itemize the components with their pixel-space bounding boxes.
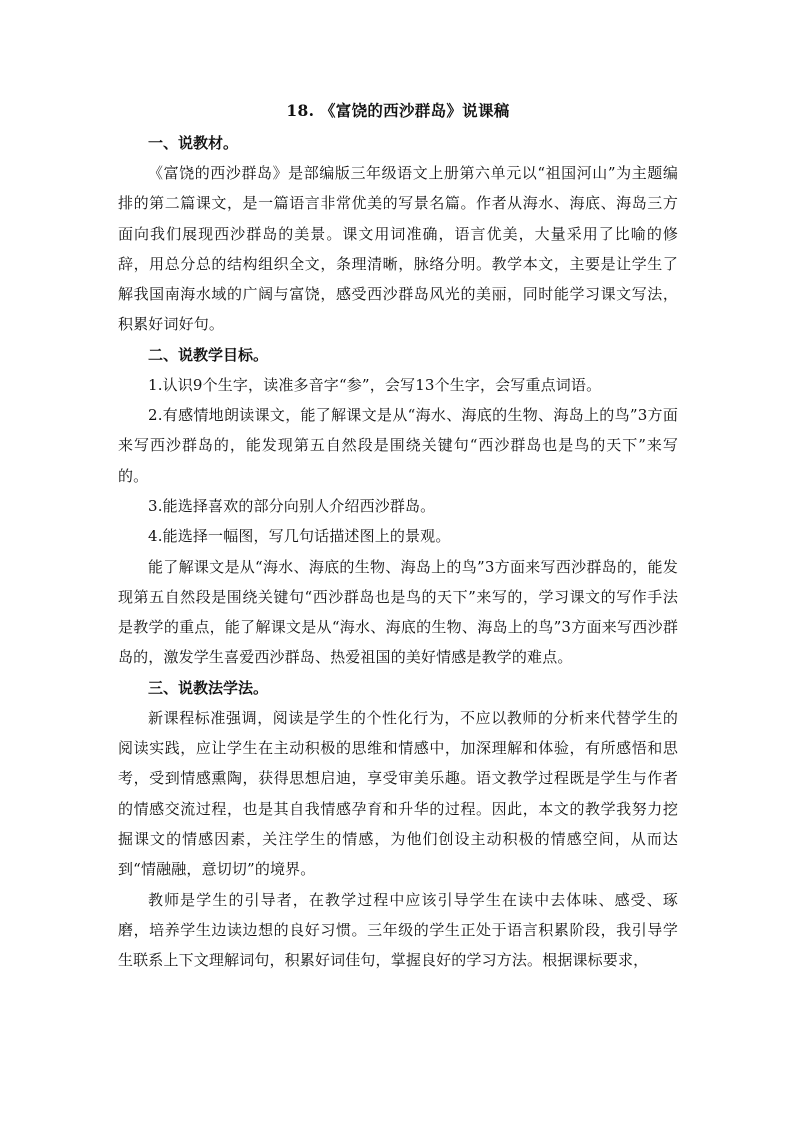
goal-item: 2.有感情地朗读课文，能了解课文是从“海水、海底的生物、海岛上的鸟”3方面来写西沙群岛的，能发现第五自然段是围绕关键句“西沙群岛也是鸟的天下”来写的。: [118, 406, 678, 485]
paragraph: 《富饶的西沙群岛》是部编版三年级语文上册第六单元以“祖国河山”为主题编排的第二篇课文，是一篇语言非常优美的写景名篇。作者从海水、海底、海岛三方面向我们展现西沙群岛的美景。课文用词准确，语言优美，大量采用了比喻的修辞，用总分总的结构组织全文，条理清晰，脉络分明。教学本文，主要是让学生了解我国南海水域的广阔与富饶，感受西沙群岛风光的美丽，同时能学习课文写法，积累好词好句。: [118, 164, 678, 334]
paragraph: 新课程标准强调，阅读是学生的个性化行为，不应以教师的分析来代替学生的阅读实践，应让学生在主动积极的思维和情感中，加深理解和体验，有所感悟和思考，受到情感熏陶，获得思想启迪，享受审美乐趣。语文教学过程既是学生与作者的情感交流过程，也是其自我情感孕育和升华的过程。因此，本文的教学我努力挖掘课文的情感因素，关注学生的情感，为他们创设主动积极的情感空间，从而达到“情融融，意切切”的境界。: [118, 708, 678, 879]
section-teaching-methods: [118, 673, 678, 976]
goal-item: 3.能选择喜欢的部分向别人介绍西沙群岛。: [148, 496, 436, 515]
paragraph: 教师是学生的引导者，在教学过程中应该引导学生在读中去体味、感受、琢磨，培养学生边读边想的良好习惯。三年级的学生正处于语言积累阶段，我引导学生联系上下文理解词句，积累好词佳句，掌握良好的学习方法。根据课标要求，: [118, 890, 678, 970]
document-page: [118, 96, 678, 975]
paragraph: 能了解课文是从“海水、海底的生物、海岛上的鸟”3方面来写西沙群岛的，能发现第五自然段是围绕关键句“西沙群岛也是鸟的天下”来写的，学习课文的写作手法是教学的重点，能了解课文是从“海水、海底的生物、海岛上的鸟”3方面来写西沙群岛的，激发学生喜爱西沙群岛、热爱祖国的美好情感是教学的难点。: [118, 557, 678, 667]
goal-item: 1.认识9个生字，读准多音字“参”，会写13个生字，会写重点词语。: [148, 375, 602, 394]
section-heading: 二、说教学目标。: [148, 345, 269, 364]
section-teaching-goals: [118, 340, 678, 673]
section-textbook: [118, 128, 678, 340]
goal-item: 4.能选择一幅图，写几句话描述图上的景观。: [148, 527, 451, 546]
document-title: 18. 《富饶的西沙群岛》说课稿: [286, 101, 510, 120]
section-heading: 一、说教材。: [148, 134, 239, 152]
section-heading: 三、说教法学法。: [148, 678, 269, 697]
